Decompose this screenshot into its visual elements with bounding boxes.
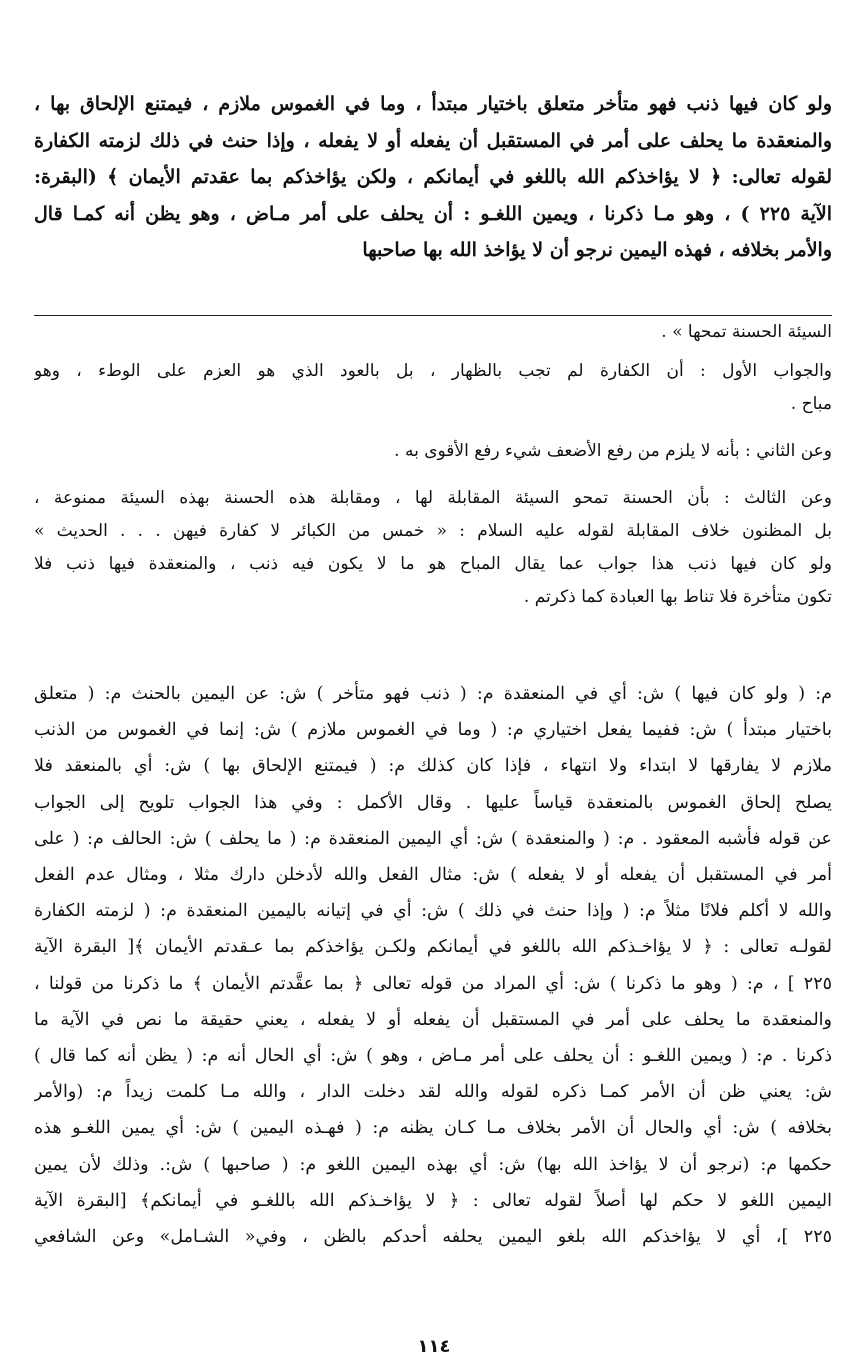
sharh-line: ذكرنا . م: ( ويمين اللغـو : أن يحلف على أمر مـاض ، وهو ) ش: أي الحال أنه م: ( يظن أنه كما قال )	[34, 1046, 832, 1067]
sharh-line: ملازم لا يفارقها لا ابتداء ولا انتهاء ، فإذا كان كذلك م: ( فيمتنع الإلحاق بها ) ش: أي بالمنعقد فلا	[34, 756, 832, 777]
commentary-line: مباح .	[790, 394, 832, 414]
sharh-line: بخلافه ) ش: أي والحال أن الأمر بخلاف مـا كـان يظنه م: ( فهـذه اليمين ) ش: أي يمين اللغـو هذه	[34, 1118, 832, 1139]
sharh-line: باختيار مبتدأ ) ش: ففيما يفعل اختياري م: ( وما في الغموس ملازم ) ش: إنما في الغموس من الذنب	[34, 720, 832, 741]
sharh-line: عن قوله فأشبه المعقود . م: ( والمنعقدة ) ش: أي اليمين المنعقدة م: ( ما يحلف ) ش: الحالف م: ( على	[34, 828, 832, 849]
page-number: ١١٤	[417, 1336, 451, 1357]
commentary-line: وعن الثالث : بأن الحسنة تمحو السيئة المقابلة لها ، ومقابلة هذه الحسنة بهذه السيئة ممنوعة ،	[34, 488, 832, 508]
main-text-line: لقوله تعالى: ﴿ لا يؤاخذكم الله باللغو في أيمانكم ، ولكن يؤاخذكم بما عقدتم الأيمان ﴾ (البقرة:	[34, 166, 832, 188]
commentary-text	[34, 316, 832, 628]
sharh-line: حكمها م: (نرجو أن لا يؤاخذ الله بها) ش: أي بهذه اليمين اللغو م: ( صاحبها ) ش:. وذلك لأن يمين	[34, 1154, 832, 1175]
main-text-line: ولو كان فيها ذنب فهو متأخر متعلق باختيار مبتدأ ، وما في الغموس ملازم ، فيمتنع الإلحاق بها ،	[34, 93, 832, 115]
sharh-line: أمر في المستقبل أن يفعله أو لا يفعله ) ش: مثال الفعل والله لأدخلن دارك مثلا ، ومثال عدم الفعل	[34, 865, 832, 886]
commentary-line: بل المظنون خلاف المقابلة لقوله عليه السلام : « خمس من الكبائر لا كفارة فيهن . . . الحديث »	[34, 521, 832, 541]
main-text	[34, 86, 832, 269]
sharh-line: والمنعقدة ما يحلف على أمر في المستقبل أن يفعله أو لا يفعله ، يعني حقيقة ما نص في الآية ما	[34, 1009, 832, 1030]
sharh-line: والله لا أكلم فلانًا مثلاً م: ( وإذا حنث في ذلك ) ش: أي في إتيانه باليمين المنعقدة م: ( لزمته الكفارة	[34, 901, 832, 922]
sharh-line: ش: يعني ظن أن الأمر كمـا ذكره لقوله والله لقد دخلت الدار ، والله مـا كلمت زيداً م: (والأمر	[34, 1082, 832, 1103]
commentary-line: وعن الثاني : بأنه لا يلزم من رفع الأضعف شيء رفع الأقوى به .	[394, 441, 832, 461]
commentary-paragraph	[34, 355, 832, 421]
sharh-line: ٢٢٥ ] ، م: ( وهو ما ذكرنا ) ش: أي المراد من قوله تعالى ﴿ بما عقَّدتم الأيمان ﴾ ما ذكرنا من قولنا ،	[34, 973, 832, 994]
commentary-line: تكون متأخرة فلا تناط بها العبادة كما ذكرتم .	[523, 587, 832, 607]
sharh-line: ٢٢٥ ]، أي لا يؤاخذكم الله بلغو اليمين يحلفه أحدكم بالظن ، وفي« الشـامل» وعن الشافعي	[34, 1227, 832, 1248]
sharh-line: م: ( ولو كان فيها ) ش: أي في المنعقدة م: ( ذنب فهو متأخر ) ش: عن اليمين بالحنث م: ( متعلق	[34, 684, 832, 704]
sharh-line: يصلح إلحاق الغموس بالمنعقدة قياساً عليها . وقال الأكمل : وفي هذا الجواب تلويح إلى الجواب	[34, 792, 832, 813]
main-text-line: والمنعقدة ما يحلف على أمر في المستقبل أن يفعله أو لا يفعله ، وإذا حنث في ذلك لزمته الكفارة	[34, 129, 832, 152]
commentary-line: والجواب الأول : أن الكفارة لم تجب بالظهار ، بل بالعود الذي هو العزم على الوطء ، وهو	[34, 361, 832, 381]
main-text-line: والأمر بخلافه ، فهذه اليمين نرجو أن لا يؤاخذ الله بها صاحبها	[362, 239, 832, 261]
commentary-line: ولو كان فيها ذنب هذا جواب عما يقال المباح هو ما لا يكون فيه ذنب ، والمنعقدة فيها ذنب فلا	[34, 554, 832, 574]
commentary-paragraph	[34, 316, 832, 349]
sharh-text	[34, 676, 832, 1255]
commentary-line: السيئة الحسنة تمحها » .	[661, 322, 832, 342]
sharh-line: لقولـه تعالى : ﴿ لا يؤاخـذكم الله باللغو في أيمانكم ولكـن يؤاخذكم بما عـقدتم الأيمان ﴾[ البقرة الآية	[34, 937, 832, 958]
commentary-paragraph	[34, 482, 832, 614]
sharh-line: اليمين اللغو لا حكم لها أصلاً لقوله تعالى : ﴿ لا يؤاخـذكم الله باللغـو في أيمانكم﴾ [البقرة الآية	[34, 1190, 832, 1211]
commentary-paragraph	[34, 435, 832, 468]
main-text-line: الآية ٢٢٥ ) ، وهو مـا ذكرنا ، ويمين اللغـو : أن يحلف على أمر مـاض ، وهو يظن أنه كمـا قال	[34, 202, 832, 225]
